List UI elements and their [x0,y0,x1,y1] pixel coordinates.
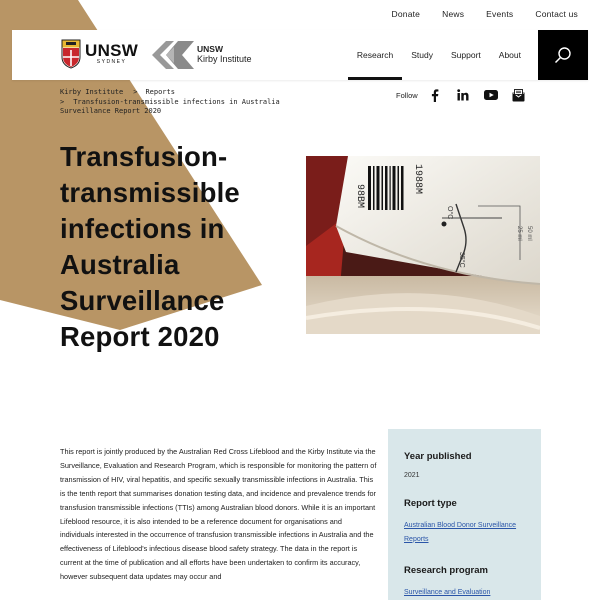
svg-text:O°C: O°C [446,206,453,220]
nav-study[interactable]: Study [411,50,433,60]
linkedin-icon[interactable] [456,88,470,102]
svg-text:1988M: 1988M [412,164,423,195]
facebook-icon[interactable] [428,88,442,102]
kirby-unsw-text: UNSW [197,44,223,54]
nav-about[interactable]: About [498,50,521,60]
unsw-wordmark: UNSW [85,41,139,60]
hero-image [306,156,540,334]
report-details-panel [388,429,541,600]
page-title: Transfusion-transmissible infections in Australia Surveillance Report 2020 [60,141,240,352]
breadcrumb-reports[interactable]: Reports [145,88,175,96]
research-program-heading: Research program [404,565,488,576]
svg-text:50 ml: 50 ml [526,226,532,241]
kirby-k-icon [152,39,194,71]
unsw-logo[interactable] [61,39,138,69]
utility-link-events[interactable]: Events [486,9,514,19]
utility-link-contact[interactable]: Contact us [535,9,578,19]
follow-bar [396,88,540,102]
research-program-link[interactable]: Surveillance and Evaluation [404,589,491,596]
youtube-icon[interactable] [484,88,498,102]
report-type-heading: Report type [404,498,457,509]
nav-research[interactable]: Research [348,30,402,80]
breadcrumb-home[interactable]: Kirby Institute [60,88,124,96]
utility-nav [392,9,579,19]
utility-link-news[interactable]: News [442,9,465,19]
unsw-crest-icon [61,39,81,69]
utility-link-donate[interactable]: Donate [391,9,421,19]
svg-text:25 ml: 25 ml [516,226,522,241]
report-description: This report is jointly produced by the Australian Red Cross Lifeblood and the Kirby Institute via the Surveillance, Evaluation and Research Program, which is responsible for monitoring the pattern of transmission of HIV, viral hepatitis, and specific sexually transmissible infections in Australia. This is the tenth report that summarises donation testing data, and incidence and prevalence trends for transfusion transmissible infections (TTIs) among Australian blood donors. While it is an important Lifeblood resource, it is also intended to be a reference document for organisations and individuals interested in the occurrence of transfusion transmissible infections in Australia and the effectiveness of Lifeblood's infectious disease blood safety strategy. The data in the report is current at the time of publication and all efforts have been undertaken to confirm its accuracy, however subsequent data updates may occur and [60,447,377,582]
breadcrumb-current: Transfusion-transmissible infections in Australia Surveillance Report 2020 [60,97,280,115]
search-button[interactable] [538,30,588,80]
unsw-sub-wordmark: SYDNEY [96,59,127,65]
svg-text:35°C: 35°C [458,252,465,268]
follow-label: Follow [396,90,418,100]
kirby-logo[interactable] [152,39,252,71]
year-published-value: 2021 [404,472,420,479]
year-published-heading: Year published [404,451,472,462]
nav-support[interactable]: Support [451,50,481,60]
report-type-link[interactable]: Australian Blood Donor Surveillance Reports [404,522,517,543]
breadcrumb [60,88,280,117]
email-icon[interactable] [512,88,526,102]
site-header [12,30,588,80]
kirby-institute-text: Kirby Institute [197,54,252,64]
svg-text:98BM: 98BM [354,184,365,209]
breadcrumb-separator-icon: > [60,97,65,106]
breadcrumb-separator-icon: > [133,88,138,96]
main-nav [348,30,530,80]
search-icon [554,46,572,64]
